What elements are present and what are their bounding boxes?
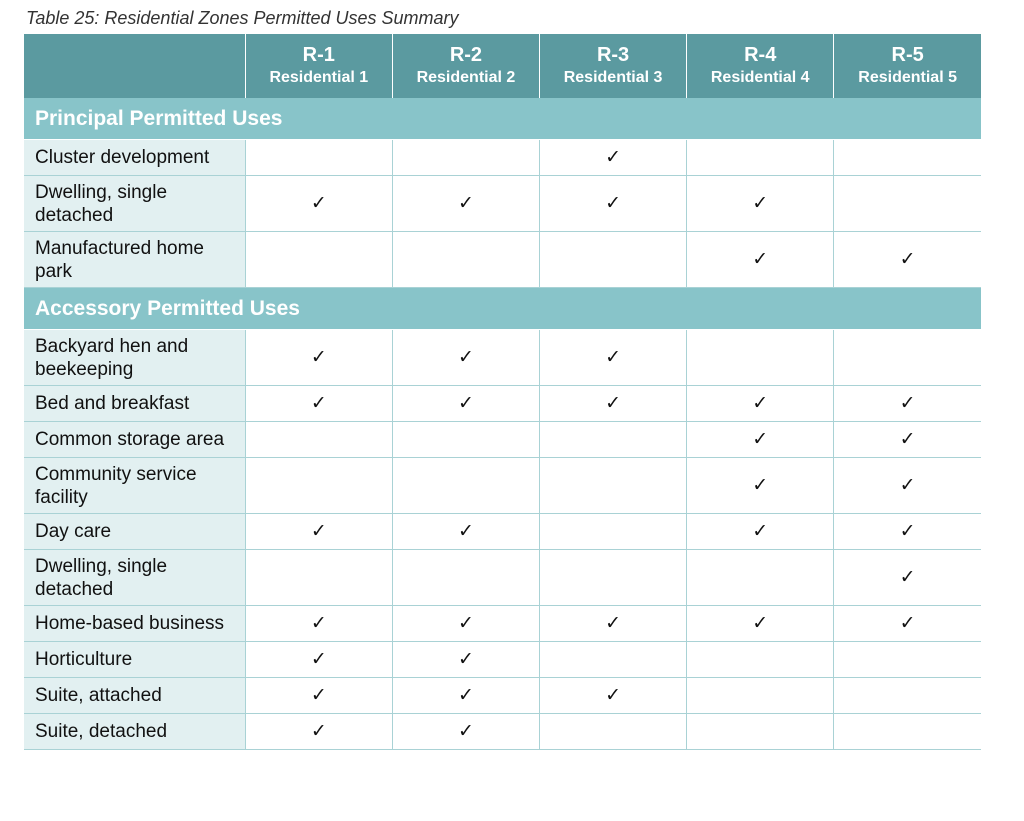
zone-cell [687, 714, 834, 750]
table-row [24, 330, 981, 386]
zone-cell [392, 140, 539, 176]
zone-cell [245, 458, 392, 514]
use-label: Suite, detached [24, 714, 245, 750]
checkmark-icon: ✓ [310, 612, 327, 634]
zone-cell [392, 514, 539, 550]
checkmark-icon: ✓ [605, 612, 622, 634]
column-header-r1 [245, 34, 392, 98]
checkmark-icon: ✓ [605, 684, 622, 706]
checkmark-icon: ✓ [752, 428, 769, 450]
checkmark-icon: ✓ [310, 648, 327, 670]
section-title: Principal Permitted Uses [24, 98, 981, 140]
use-label: Manufactured home park [24, 232, 245, 288]
zone-cell [392, 330, 539, 386]
table-row [24, 714, 981, 750]
zone-cell [392, 232, 539, 288]
zone-cell [834, 550, 981, 606]
zone-cell [540, 550, 687, 606]
zone-name: Residential 5 [858, 69, 957, 86]
zone-cell [392, 422, 539, 458]
checkmark-icon: ✓ [899, 248, 916, 270]
zone-name: Residential 2 [416, 69, 516, 86]
zone-cell [540, 678, 687, 714]
zone-cell [834, 422, 981, 458]
zone-cell [687, 642, 834, 678]
section-title: Accessory Permitted Uses [24, 288, 981, 330]
zone-cell [245, 176, 392, 232]
checkmark-icon: ✓ [752, 474, 769, 496]
zone-cell [392, 176, 539, 232]
section-header-row [24, 98, 981, 140]
zone-cell [687, 606, 834, 642]
zone-cell [687, 678, 834, 714]
checkmark-icon: ✓ [310, 392, 327, 414]
checkmark-icon: ✓ [457, 720, 474, 742]
checkmark-icon: ✓ [605, 192, 622, 214]
zone-cell [245, 642, 392, 678]
zone-code: R-5 [891, 44, 924, 66]
column-header-r3 [540, 34, 687, 98]
header-corner-cell [24, 34, 245, 98]
zone-cell [834, 642, 981, 678]
zone-cell [687, 458, 834, 514]
zone-cell [834, 176, 981, 232]
checkmark-icon: ✓ [310, 684, 327, 706]
checkmark-icon: ✓ [752, 520, 769, 542]
use-label: Suite, attached [24, 678, 245, 714]
zone-cell [540, 458, 687, 514]
table-row [24, 606, 981, 642]
checkmark-icon: ✓ [899, 520, 916, 542]
table-row [24, 550, 981, 606]
zone-cell [245, 232, 392, 288]
zone-cell [834, 458, 981, 514]
zone-cell [245, 140, 392, 176]
zone-cell [687, 550, 834, 606]
checkmark-icon: ✓ [457, 192, 474, 214]
table-row [24, 232, 981, 288]
zone-name: Residential 4 [710, 69, 810, 86]
checkmark-icon: ✓ [752, 392, 769, 414]
checkmark-icon: ✓ [310, 192, 327, 214]
zone-cell [540, 176, 687, 232]
zone-code: R-3 [596, 44, 630, 66]
zone-cell [392, 606, 539, 642]
checkmark-icon: ✓ [457, 612, 474, 634]
zone-cell [245, 606, 392, 642]
zone-cell [540, 330, 687, 386]
checkmark-icon: ✓ [752, 192, 769, 214]
checkmark-icon: ✓ [457, 346, 474, 368]
checkmark-icon: ✓ [752, 248, 769, 270]
zone-cell [245, 422, 392, 458]
zone-cell [245, 514, 392, 550]
zone-cell [687, 330, 834, 386]
zone-cell [392, 386, 539, 422]
checkmark-icon: ✓ [310, 720, 327, 742]
zone-cell [834, 386, 981, 422]
zone-cell [245, 714, 392, 750]
zone-cell [687, 140, 834, 176]
checkmark-icon: ✓ [457, 648, 474, 670]
zone-cell [540, 514, 687, 550]
table-row [24, 386, 981, 422]
checkmark-icon: ✓ [310, 346, 327, 368]
column-header-r5 [834, 34, 981, 98]
zone-cell [834, 140, 981, 176]
use-label: Community service facility [24, 458, 245, 514]
zone-cell [834, 232, 981, 288]
checkmark-icon: ✓ [457, 392, 474, 414]
checkmark-icon: ✓ [899, 566, 916, 588]
table-row [24, 678, 981, 714]
column-header-r2 [392, 34, 539, 98]
zone-cell [392, 550, 539, 606]
zone-cell [834, 606, 981, 642]
zone-cell [540, 642, 687, 678]
checkmark-icon: ✓ [605, 146, 622, 168]
table-row [24, 458, 981, 514]
zone-cell [687, 422, 834, 458]
zone-cell [392, 642, 539, 678]
checkmark-icon: ✓ [605, 392, 622, 414]
column-header-r4 [687, 34, 834, 98]
zone-cell [834, 330, 981, 386]
permitted-uses-table [24, 34, 981, 750]
zone-code: R-1 [302, 44, 335, 66]
zone-cell [540, 232, 687, 288]
table-row [24, 422, 981, 458]
checkmark-icon: ✓ [310, 520, 327, 542]
use-label: Home-based business [24, 606, 245, 642]
checkmark-icon: ✓ [899, 392, 916, 414]
use-label: Dwelling, single detached [24, 176, 245, 232]
table-row [24, 514, 981, 550]
zone-cell [540, 422, 687, 458]
zone-cell [245, 386, 392, 422]
use-label: Common storage area [24, 422, 245, 458]
use-label: Dwelling, single detached [24, 550, 245, 606]
zone-cell [687, 176, 834, 232]
zone-code: R-4 [744, 44, 777, 66]
table-row [24, 642, 981, 678]
table-caption: Table 25: Residential Zones Permitted Uses Summary [26, 8, 459, 28]
checkmark-icon: ✓ [457, 684, 474, 706]
zone-cell [540, 386, 687, 422]
zone-cell [687, 232, 834, 288]
checkmark-icon: ✓ [457, 520, 474, 542]
zone-cell [245, 550, 392, 606]
zone-cell [245, 330, 392, 386]
zone-cell [834, 678, 981, 714]
zone-cell [392, 458, 539, 514]
zone-cell [540, 140, 687, 176]
zone-cell [392, 678, 539, 714]
zone-cell [834, 514, 981, 550]
checkmark-icon: ✓ [899, 428, 916, 450]
use-label: Backyard hen and beekeeping [24, 330, 245, 386]
zone-name: Residential 3 [563, 69, 663, 86]
zone-cell [392, 714, 539, 750]
zone-name: Residential 1 [269, 69, 369, 86]
zone-cell [834, 714, 981, 750]
table-header-row [24, 34, 981, 98]
use-label: Bed and breakfast [24, 386, 245, 422]
table-row [24, 140, 981, 176]
checkmark-icon: ✓ [899, 612, 916, 634]
section-header-row [24, 288, 981, 330]
zone-code: R-2 [449, 44, 483, 66]
checkmark-icon: ✓ [605, 346, 622, 368]
table-row [24, 176, 981, 232]
zone-cell [687, 514, 834, 550]
zone-cell [687, 386, 834, 422]
checkmark-icon: ✓ [899, 474, 916, 496]
use-label: Cluster development [24, 140, 245, 176]
zone-cell [540, 606, 687, 642]
checkmark-icon: ✓ [752, 612, 769, 634]
zone-cell [540, 714, 687, 750]
table-body [24, 98, 981, 750]
use-label: Horticulture [24, 642, 245, 678]
use-label: Day care [24, 514, 245, 550]
zone-cell [245, 678, 392, 714]
